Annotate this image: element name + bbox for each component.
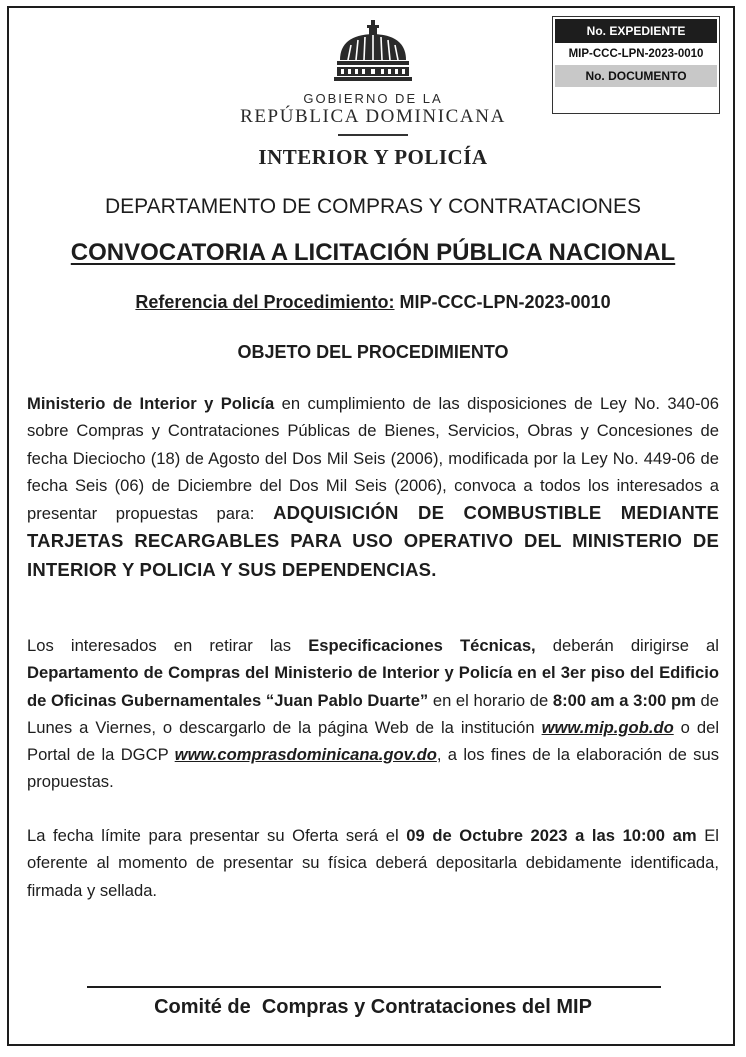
text-segment: deberán dirigirse al bbox=[535, 636, 719, 655]
entity-name: Ministerio de Interior y Policía bbox=[27, 394, 275, 413]
expediente-label: No. EXPEDIENTE bbox=[555, 19, 717, 43]
deadline-time: a las 10:00 am bbox=[575, 826, 697, 845]
text-segment: en el horario de bbox=[428, 690, 553, 710]
documento-label: No. DOCUMENTO bbox=[555, 65, 717, 87]
text-segment: La fecha límite para presentar su Oferta será el bbox=[27, 826, 407, 845]
gov-divider bbox=[338, 134, 408, 136]
deadline-date: 09 de Octubre 2023 bbox=[406, 826, 568, 845]
specs-label: Especificaciones Técnicas, bbox=[308, 636, 536, 655]
department-title: DEPARTAMENTO DE COMPRAS Y CONTRATACIONES bbox=[105, 195, 641, 218]
document-title: CONVOCATORIA A LICITACIÓN PÚBLICA NACIONAL bbox=[70, 239, 676, 266]
procurement-object: ADQUISICIÓN DE COMBUSTIBLE MEDIANTE TARJETAS RECARGABLES PARA USO OPERATIVO DEL MINISTERIO DE INTERIOR Y POLICIA Y SUS DEPENDENCIAS. bbox=[27, 502, 719, 580]
reference-label: Referencia del Procedimiento: bbox=[135, 292, 395, 312]
text-segment: Los interesados en retirar las bbox=[27, 636, 309, 655]
dgcp-portal-link[interactable]: www.comprasdominicana.gov.do bbox=[174, 745, 437, 765]
office-location: Departamento de Compras del Ministerio de Interior y Policía en el 3er piso del Edificio de Oficinas Gubernamentales “Juan Pablo Duarte” bbox=[27, 663, 719, 710]
committee-signature: Comité de Compras y Contrataciones del MIP bbox=[154, 996, 592, 1018]
gov-line2: REPÚBLICA DOMINICANA bbox=[240, 106, 506, 127]
expediente-value: MIP-CCC-LPN-2023-0010 bbox=[568, 48, 704, 60]
ministry-name: INTERIOR Y POLICÍA bbox=[258, 145, 488, 169]
text-segment: El oferente al momento de presentar su física deberá depositarla debidamente identificada, firmada y sellada. bbox=[27, 826, 719, 900]
paragraph-deadline bbox=[27, 822, 719, 904]
signature-line bbox=[87, 986, 661, 988]
procedure-reference bbox=[0, 292, 746, 313]
office-hours: 8:00 am a 3:00 pm bbox=[552, 690, 696, 710]
convocation-text: en cumplimiento de las disposiciones de Ley No. 340-06 sobre Compras y Contrataciones Públicas de Bienes, Servicios, Obras y Concesiones de fecha Dieciocho (18) de Agosto del Dos Mil Seis (2006), modificada por la Ley No. 449-06 de fecha Seis (06) de Diciembre del Dos Mil Seis (2006), convoca a todos los interesados a presentar propuestas para: bbox=[27, 394, 720, 524]
mip-website-link[interactable]: www.mip.gob.do bbox=[541, 717, 674, 737]
text-segment: o del Portal de la DGCP bbox=[27, 717, 720, 765]
text-segment: de Lunes a Viernes, o descargarlo de la página Web de la institución bbox=[27, 690, 719, 737]
national-palace-dome-logo bbox=[334, 20, 412, 82]
text-segment bbox=[567, 826, 575, 845]
paragraph-specifications bbox=[27, 632, 719, 796]
object-heading: OBJETO DEL PROCEDIMIENTO bbox=[237, 342, 509, 362]
paragraph-convocation bbox=[27, 390, 719, 584]
gov-line1: GOBIERNO DE LA bbox=[303, 91, 443, 106]
text-segment: , a los fines de la elaboración de sus propuestas. bbox=[27, 745, 719, 792]
reference-value: MIP-CCC-LPN-2023-0010 bbox=[399, 292, 611, 312]
